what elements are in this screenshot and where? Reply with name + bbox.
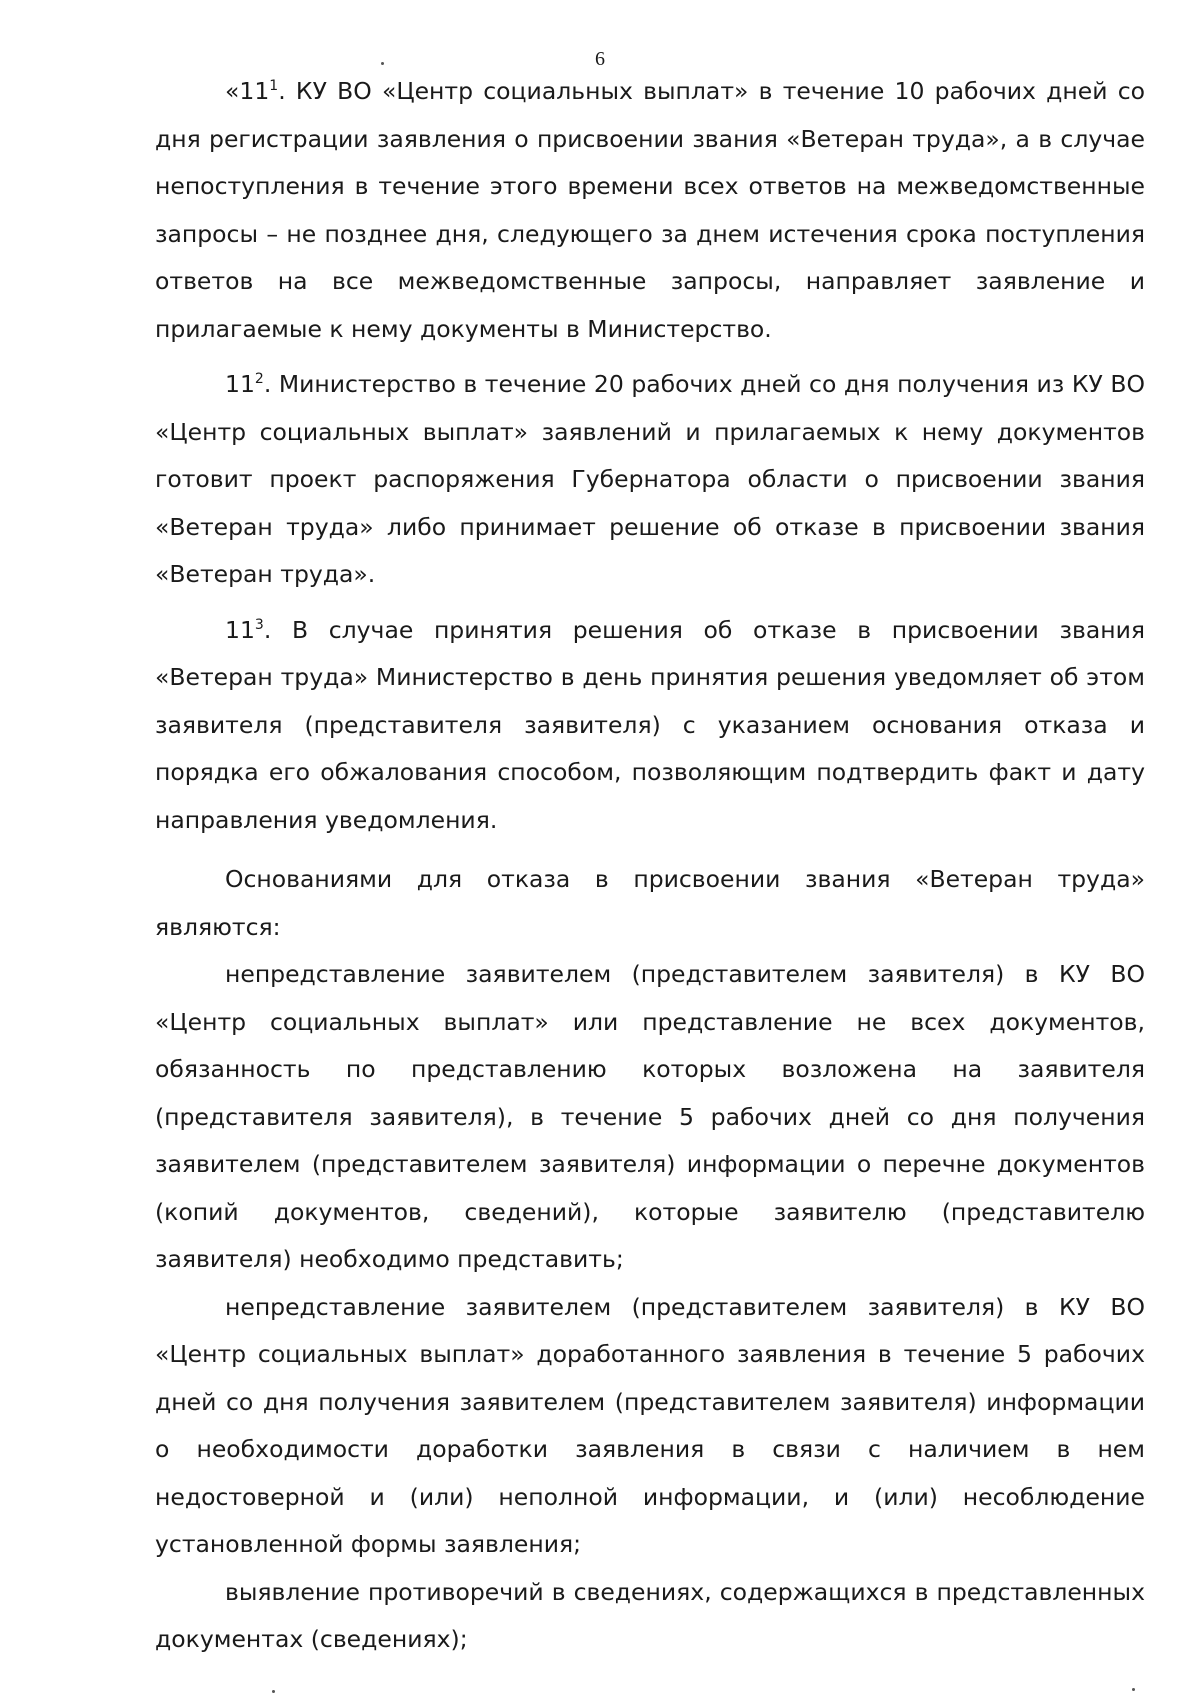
paragraph-11-2	[155, 361, 1145, 599]
page-number: 6	[595, 48, 605, 70]
paragraph-text: . КУ ВО «Центр социальных выплат» в течение 10 рабочих дней со дня регистрации заявления о присвоении звания «Ветеран труда», а в случае непоступления в течение этого времени всех ответов на межведомственные запросы – не позднее дня, следующего за днем истечения срока поступления ответов на все межведомственные запросы, направляет заявление и прилагаемые к нему документы в Министерство.	[155, 77, 1145, 343]
scan-speck	[1132, 1688, 1135, 1691]
scan-speck	[272, 1690, 275, 1693]
ground-item-1: непредставление заявителем (представителем заявителя) в КУ ВО «Центр социальных выплат» или представление не всех документов, обязанность по представлению которых возложена на заявителя (представителя заявителя), в течение 5 рабочих дней со дня получения заявителем (представителем заявителя) информации о перечне документов (копий документов, сведений), которые заявителю (представителю заявителя) необходимо представить;	[155, 960, 1145, 1273]
clause-superscript: 1	[269, 78, 279, 94]
clause-number: «11	[225, 77, 270, 105]
paragraph-11-3	[155, 607, 1145, 845]
ground-item-2: непредставление заявителем (представителем заявителя) в КУ ВО «Центр социальных выплат» доработанного заявления в течение 5 рабочих дней со дня получения заявителем (представителем заявителя) информации о необходимости доработки заявления в связи с наличием в нем недостоверной и (или) неполной информации, и (или) несоблюдение установленной формы заявления;	[155, 1292, 1145, 1558]
scan-speck	[381, 62, 384, 65]
clause-superscript: 3	[254, 616, 264, 633]
paragraph-text: . Министерство в течение 20 рабочих дней со дня получения из КУ ВО «Центр социальных выплат» заявлений и прилагаемых к нему документов готовит проект распоряжения Губернатора области о присвоении звания «Ветеран труда» либо принимает решение об отказе в присвоении звания «Ветеран труда».	[155, 370, 1145, 588]
clause-number: 11	[225, 615, 255, 644]
clause-number: 11	[225, 370, 255, 398]
grounds-heading: Основаниями для отказа в присвоении звания «Ветеран труда» являются:	[155, 865, 1145, 941]
clause-superscript: 2	[254, 371, 264, 387]
paragraph-text: . В случае принятия решения об отказе в присвоении звания «Ветеран труда» Министерство в день принятия решения уведомляет об этом заявителя (представителя заявителя) с указанием основания отказа и порядка его обжалования способом, позволяющим подтвердить факт и дату направления уведомления.	[155, 615, 1145, 834]
paragraph-11-1	[155, 68, 1145, 353]
ground-item-3: выявление противоречий в сведениях, содержащихся в представленных документах (сведениях);	[155, 1577, 1145, 1653]
document-body	[155, 68, 1145, 1664]
